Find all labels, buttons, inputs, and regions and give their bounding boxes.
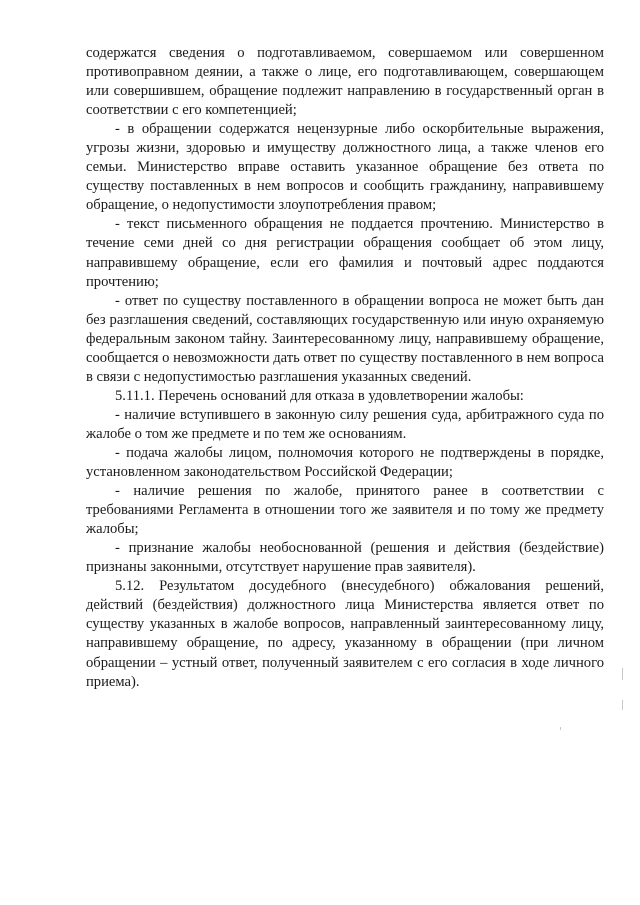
paragraph-state-secret: - ответ по существу поставленного в обращении вопроса не может быть дан без разглашения сведений, составляющих государственную или иную охраняемую федеральным законом тайну. Заинтересованному лицу, направившему обращение, сообщается о невозможности дать ответ по существу поставленного в нем вопроса в связи с недопустимостью разглашения указанных сведений. bbox=[86, 292, 604, 385]
paragraph-previous-decision: - наличие решения по жалобе, принятого ранее в соответствии с требованиями Регламента в отношении того же заявителя и по тому же предмету жалобы; bbox=[86, 483, 604, 538]
paragraph-unfounded-complaint: - признание жалобы необоснованной (решения и действия (бездействие) признаны законными, отсутствует нарушение прав заявителя). bbox=[86, 540, 604, 576]
scan-speck bbox=[622, 668, 623, 680]
scan-speck bbox=[622, 700, 623, 710]
paragraph-obscene-content: - в обращении содержатся нецензурные либо оскорбительные выражения, угрозы жизни, здоровью и имуществу должностного лица, а также членов его семьи. Министерство вправе оставить указанное обращение без ответа по существу поставленных в нем вопросов и сообщить гражданину, направившему обращение, о недопустимости злоупотребления правом; bbox=[86, 121, 604, 214]
document-body bbox=[86, 44, 604, 692]
paragraph-continuation: содержатся сведения о подготавливаемом, совершаемом или совершенном противоправном деянии, а также о лице, его подготавливающем, совершающем или совершившем, обращение подлежит направлению в государственный орган в соответствии с его компетенцией; bbox=[86, 45, 604, 119]
paragraph-section-5-11-1: 5.11.1. Перечень оснований для отказа в удовлетворении жалобы: bbox=[115, 387, 524, 404]
paragraph-court-decision: - наличие вступившего в законную силу решения суда, арбитражного суда по жалобе о том же предмете и по тем же основаниям. bbox=[86, 406, 604, 442]
paragraph-unreadable-text: - текст письменного обращения не поддается прочтению. Министерство в течение семи дней со дня регистрации обращения сообщает об этом лицу, направившему обращение, если его фамилия и почтовый адрес поддаются прочтению; bbox=[86, 216, 604, 290]
paragraph-section-5-12: 5.12. Результатом досудебного (внесудебного) обжалования решений, действий (бездействия) должностного лица Министерства является ответ по существу указанных в жалобе вопросов, направленный заинтересованному лицу, направившему обращение, по адресу, указанному в обращении (при личном обращении – устный ответ, полученный заявителем с его согласия в ходе личного приема). bbox=[86, 578, 604, 690]
scan-speck bbox=[560, 727, 561, 730]
paragraph-unconfirmed-authority: - подача жалобы лицом, полномочия которого не подтверждены в порядке, установленном законодательством Российской Федерации; bbox=[86, 444, 604, 481]
